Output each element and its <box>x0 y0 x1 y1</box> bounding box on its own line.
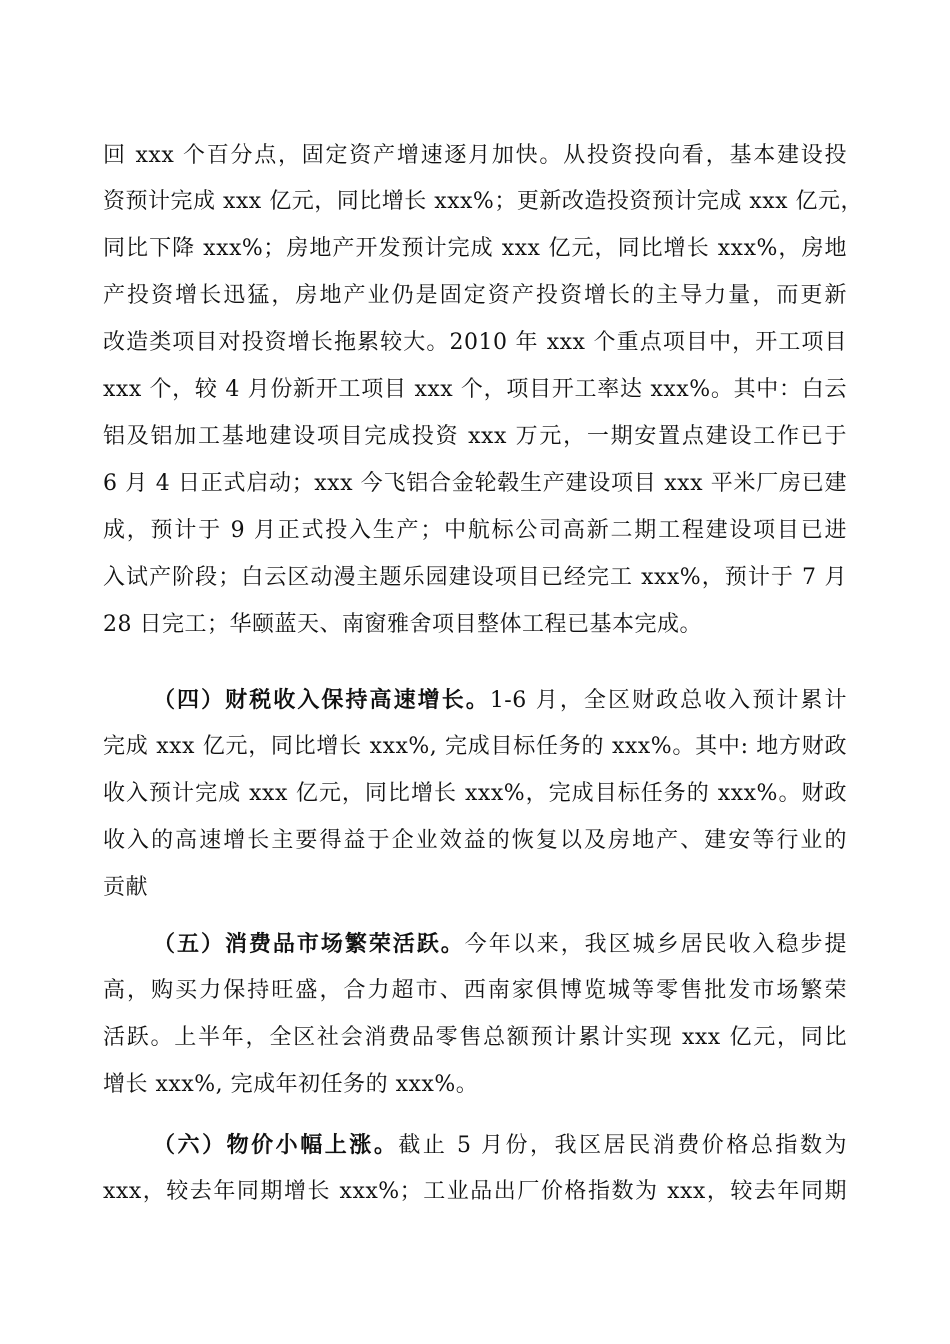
paragraph-2-first-text: 1-6 月，全区财政总收入预计累计 <box>489 688 847 713</box>
paragraph-1-line-9: 成，预计于 9 月正式投入生产；中航标公司高新二期工程建设项目已进 <box>103 518 847 543</box>
paragraph-3-first-text: 今年以来，我区城乡居民收入稳步提 <box>464 932 847 957</box>
paragraph-4-line-2: xxx，较去年同期增长 xxx%；工业品出厂价格指数为 xxx，较去年同期 <box>103 1179 847 1204</box>
paragraph-2-first-line <box>153 685 847 715</box>
paragraph-1-line-10: 入试产阶段；白云区动漫主题乐园建设项目已经完工 xxx%，预计于 7 月 <box>103 565 847 590</box>
paragraph-1-line-8: 6 月 4 日正式启动；xxx 今飞铝合金轮毂生产建设项目 xxx 平米厂房已建 <box>103 471 847 496</box>
paragraph-4-first-text: 截止 5 月份，我区居民消费价格总指数为 <box>398 1133 847 1158</box>
section-heading-6: （六）物价小幅上涨。 <box>153 1132 399 1158</box>
paragraph-2-line-2: 完成 xxx 亿元，同比增长 xxx%, 完成目标任务的 xxx%。其中: 地方财政 <box>103 734 847 759</box>
paragraph-2-line-4: 收入的高速增长主要得益于企业效益的恢复以及房地产、建安等行业的 <box>103 828 847 853</box>
paragraph-1-line-4: 产投资增长迅猛，房地产业仍是固定资产投资增长的主导力量，而更新 <box>103 283 847 308</box>
paragraph-3-line-4: 增长 xxx%, 完成年初任务的 xxx%。 <box>103 1072 479 1097</box>
paragraph-1-line-1: 回 xxx 个百分点，固定资产增速逐月加快。从投资投向看，基本建设投 <box>103 143 847 168</box>
paragraph-2-line-3: 收入预计完成 xxx 亿元，同比增长 xxx%，完成目标任务的 xxx%。财政 <box>103 781 847 806</box>
paragraph-1-line-11: 28 日完工；华颐蓝天、南窗雅舍项目整体工程已基本完成。 <box>103 612 702 637</box>
paragraph-3-first-line <box>153 929 847 959</box>
paragraph-4-first-line <box>153 1130 847 1160</box>
section-heading-5: （五）消费品市场繁荣活跃。 <box>153 931 465 957</box>
section-heading-4: （四）财税收入保持高速增长。 <box>153 687 490 713</box>
paragraph-1-line-3: 同比下降 xxx%；房地产开发预计完成 xxx 亿元，同比增长 xxx%，房地 <box>103 236 847 261</box>
paragraph-1-line-7: 铝及铝加工基地建设项目完成投资 xxx 万元，一期安置点建设工作已于 <box>103 424 847 449</box>
paragraph-3-line-3: 活跃。上半年，全区社会消费品零售总额预计累计实现 xxx 亿元，同比 <box>103 1025 847 1050</box>
paragraph-1-line-2: 资预计完成 xxx 亿元，同比增长 xxx%；更新改造投资预计完成 xxx 亿元， <box>103 189 864 214</box>
paragraph-2-line-5: 贡献 <box>103 875 149 900</box>
paragraph-3-line-2: 高，购买力保持旺盛，合力超市、西南家俱博览城等零售批发市场繁荣 <box>103 978 847 1003</box>
paragraph-1-line-6: xxx 个，较 4 月份新开工项目 xxx 个，项目开工率达 xxx%。其中：白云 <box>103 377 847 402</box>
paragraph-1-line-5: 改造类项目对投资增长拖累较大。2010 年 xxx 个重点项目中，开工项目 <box>103 330 847 355</box>
